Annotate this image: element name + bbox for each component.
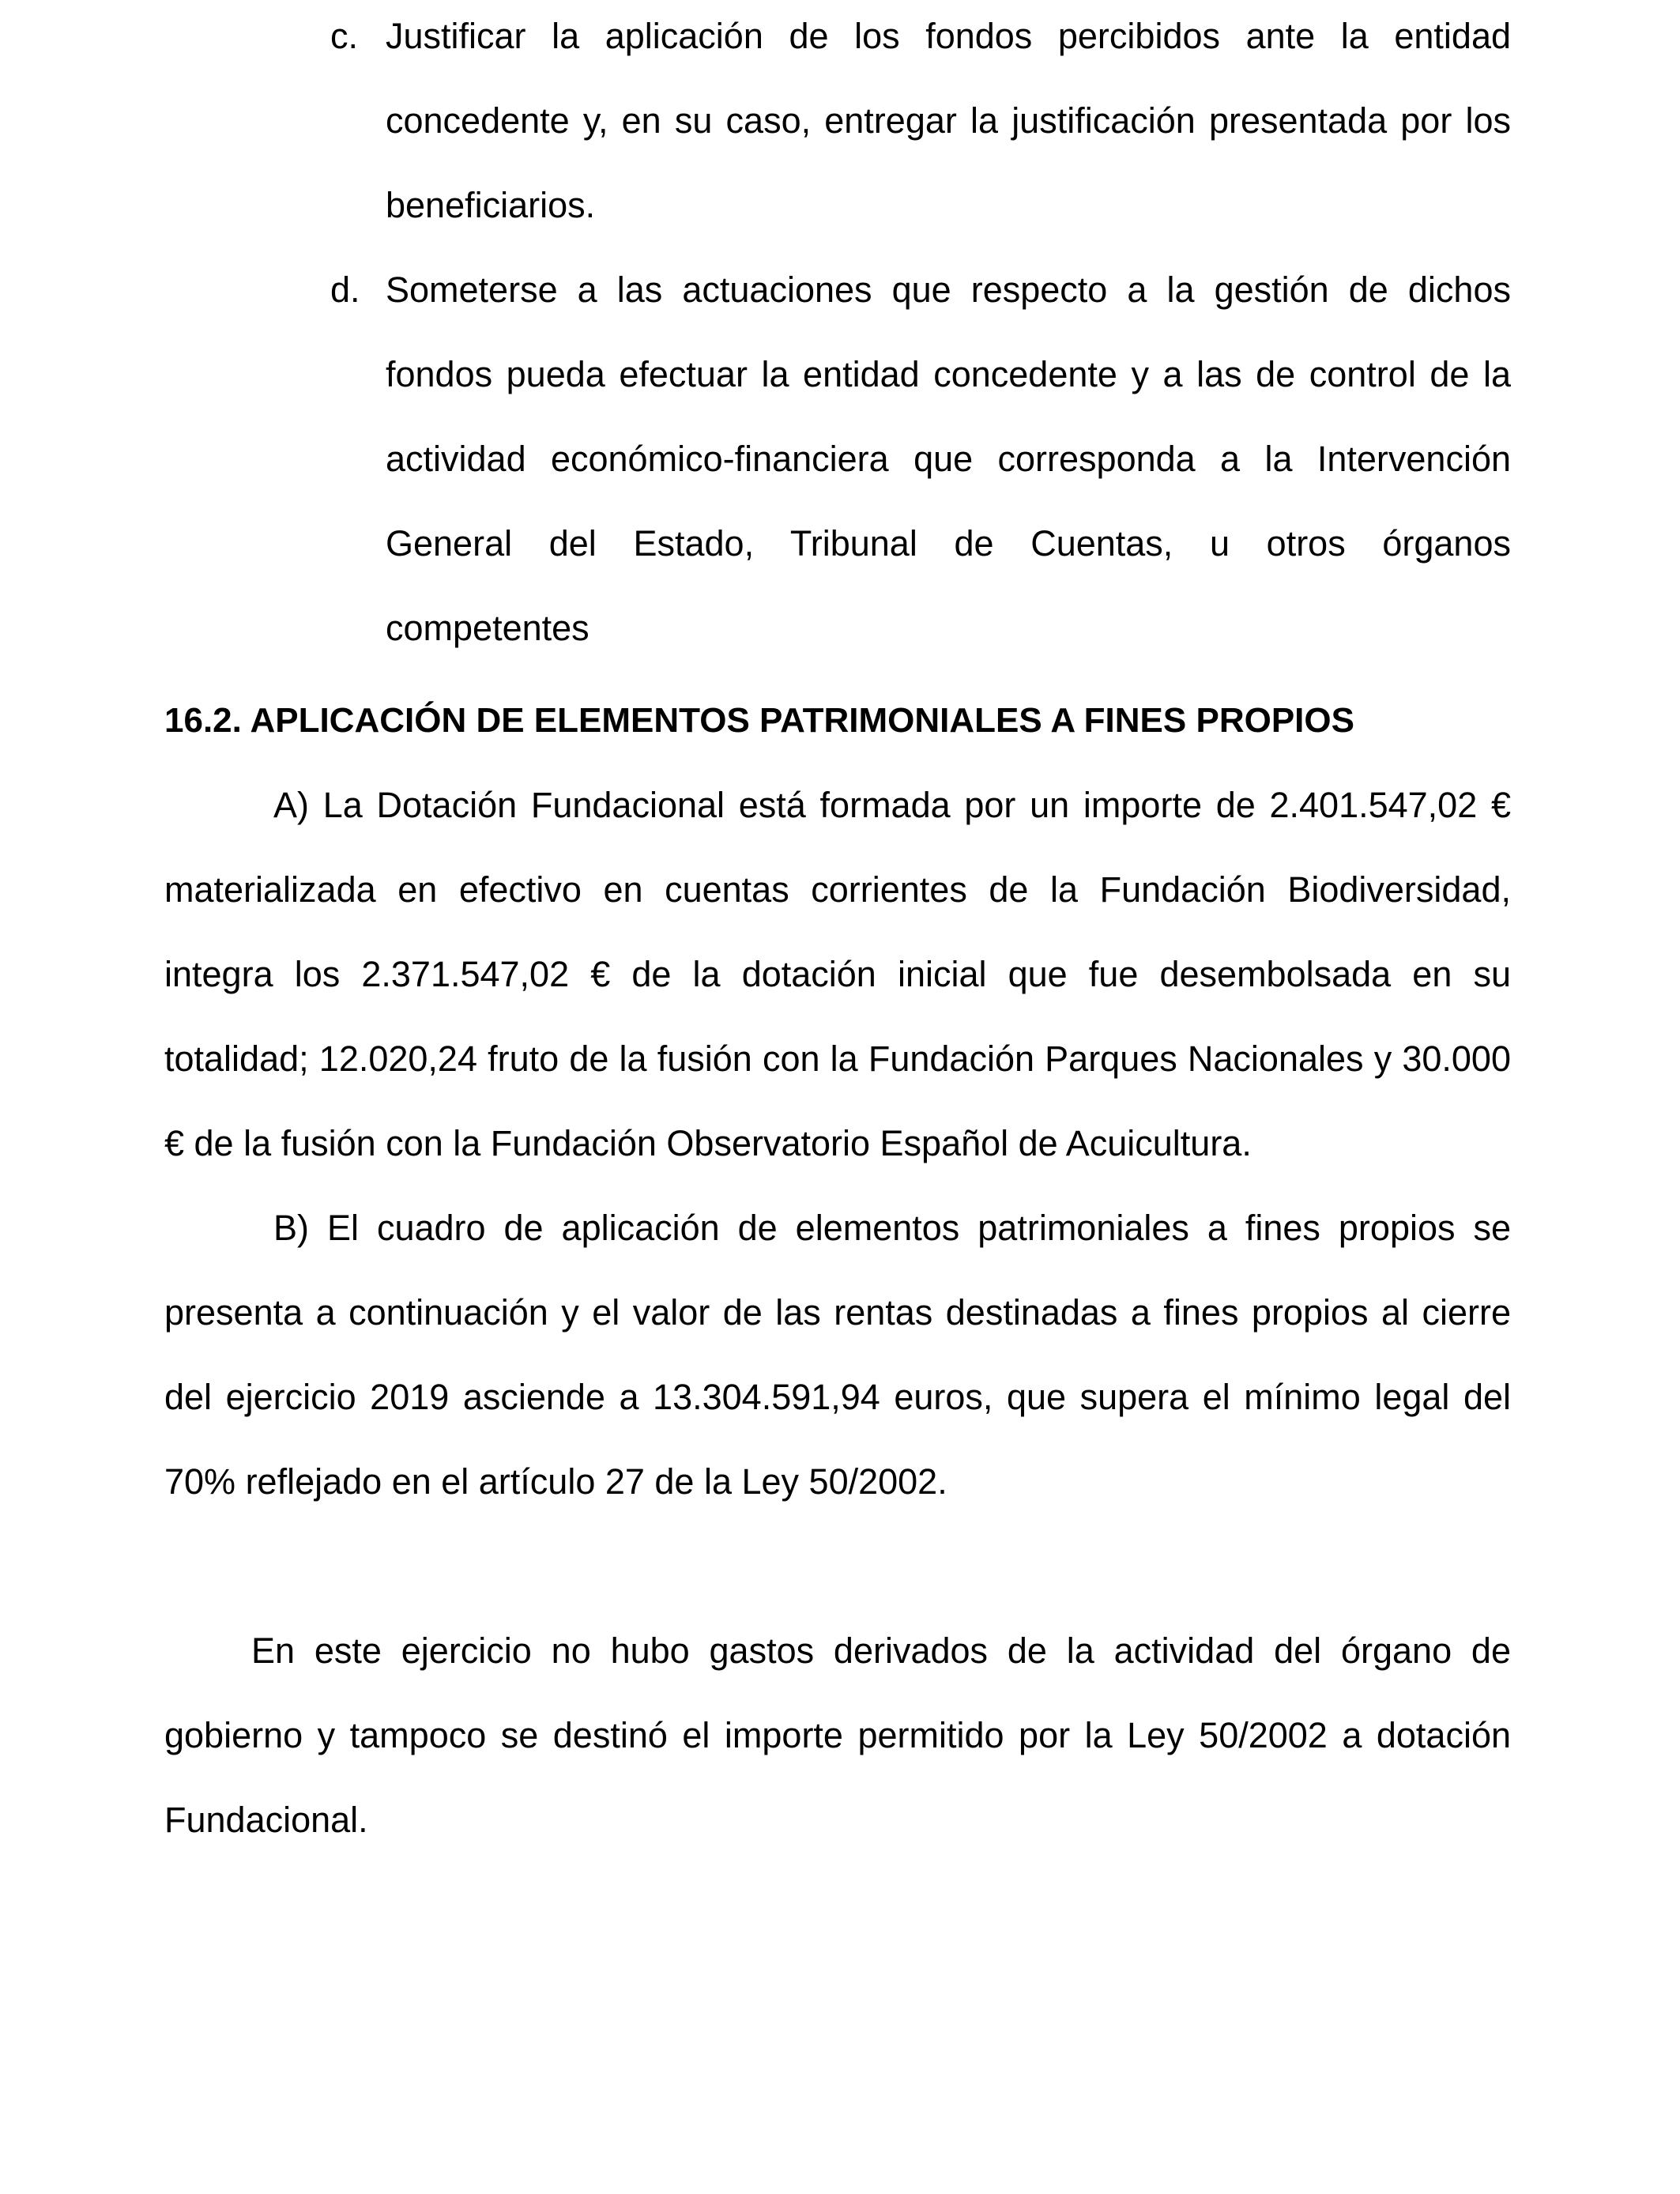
list-item-text: Someterse a las actuaciones que respecto a la gestión de dichos fondos pueda efectuar la entidad concedente y a las de control de la actividad económico-financiera que corresponda a la Intervención General del Estado, Tribunal de Cuentas, u otros órganos competentes bbox=[386, 270, 1511, 648]
paragraph-gastos bbox=[164, 1608, 1511, 1862]
paragraph-cuadro bbox=[164, 1186, 1511, 1524]
list-item-d bbox=[330, 247, 1511, 670]
paragraph-text: En este ejercicio no hubo gastos derivados de la actividad del órgano de gobierno y tampoco se destinó el importe permitido por la Ley 50/2002 a dotación Fundacional. bbox=[164, 1630, 1511, 1840]
paragraph-text: B) El cuadro de aplicación de elementos patrimoniales a fines propios se presenta a continuación y el valor de las rentas destinadas a fines propios al cierre del ejercicio 2019 asciende a 13.304.591,94 euros, que supera el mínimo legal del 70% reflejado en el artículo 27 de la Ley 50/2002. bbox=[164, 1208, 1511, 1502]
section-heading: 16.2. APLICACIÓN DE ELEMENTOS PATRIMONIALES A FINES PROPIOS bbox=[164, 701, 1354, 740]
list-item-text: Justificar la aplicación de los fondos percibidos ante la entidad concedente y, en su caso, entregar la justificación presentada por los beneficiarios. bbox=[386, 16, 1511, 225]
paragraph-text: A) La Dotación Fundacional está formada por un importe de 2.401.547,02 € materializada en efectivo en cuentas corrientes de la Fundación Biodiversidad, integra los 2.371.547,02 € de la dotación inicial que fue desembolsada en su totalidad; 12.020,24 fruto de la fusión con la Fundación Parques Nacionales y 30.000 € de la fusión con la Fundación Observatorio Español de Acuicultura. bbox=[164, 785, 1511, 1163]
list-item-c bbox=[330, 0, 1511, 247]
paragraph-dotacion bbox=[164, 763, 1511, 1186]
list-marker: c. bbox=[330, 16, 359, 56]
list-marker: d. bbox=[330, 270, 360, 310]
